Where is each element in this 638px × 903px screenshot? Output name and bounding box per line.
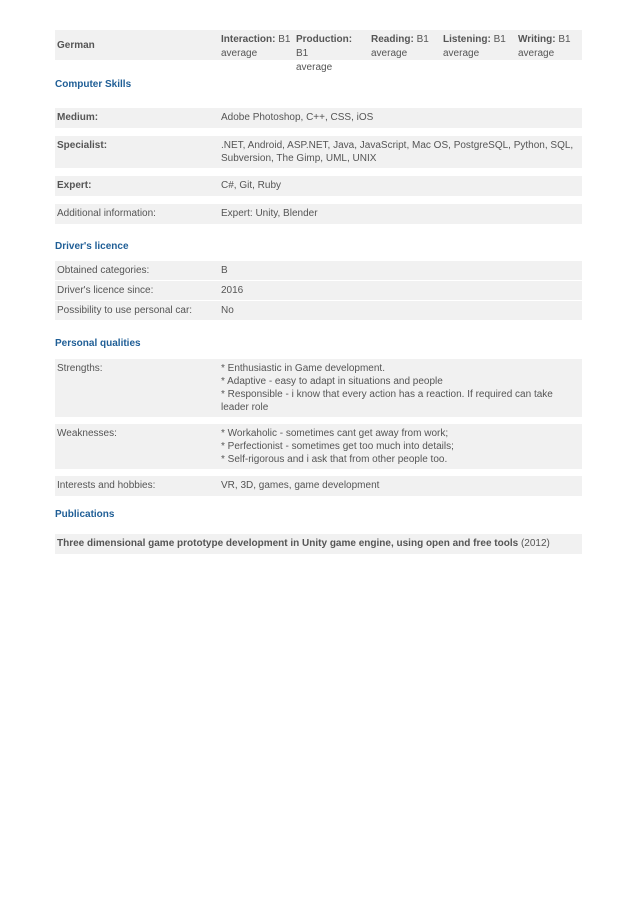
publication-row [55, 534, 582, 555]
row-label: Weaknesses: [57, 428, 117, 439]
row-value: C#, Git, Ruby [221, 180, 282, 191]
row-value: B [221, 265, 228, 276]
language-skill-interaction [219, 30, 294, 60]
publication-title: Three dimensional game prototype development in Unity game engine, using open and free tools [57, 538, 519, 549]
row-value [219, 359, 582, 417]
row-value: Expert: Unity, Blender [221, 208, 318, 219]
publications-header [55, 497, 582, 529]
row-value: 2016 [221, 285, 244, 296]
value-line: * Self-rigorous and i ask that from other people too. [221, 454, 448, 465]
row-label: Possibility to use personal car: [57, 305, 193, 316]
publication-year: (2012) [520, 538, 550, 549]
publication-entry [55, 534, 552, 554]
skill-desc: average [221, 48, 258, 59]
value-line: .NET, Android, ASP.NET, Java, JavaScript, Mac OS, PostgreSQL, Python, SQL, [221, 140, 574, 151]
row-label: Specialist: [57, 140, 108, 151]
skill-level: B1 [493, 34, 506, 45]
licence-row-personal-car [55, 301, 582, 321]
value-line: * Adaptive - easy to adapt in situations and people [221, 376, 443, 387]
cv-page [55, 30, 582, 555]
licence-row-categories [55, 261, 582, 281]
section-title-personal-qualities: Personal qualities [55, 338, 141, 349]
section-title-computer-skills: Computer Skills [55, 79, 132, 90]
skill-label: Interaction: [221, 34, 276, 45]
computer-skills-header [55, 60, 582, 108]
computer-skill-row-specialist [55, 136, 582, 169]
row-label: Medium: [57, 112, 99, 123]
row-label: Strengths: [57, 363, 103, 374]
skill-level: B1 [278, 34, 291, 45]
language-skill-writing [516, 30, 580, 60]
skill-desc: average [371, 48, 408, 59]
row-label: Obtained categories: [57, 265, 150, 276]
computer-skill-row-medium [55, 108, 582, 129]
row-label: Driver's licence since: [57, 285, 154, 296]
value-line: leader role [221, 402, 269, 413]
skill-desc: average [443, 48, 480, 59]
row-value [219, 424, 582, 469]
computer-skill-row-expert [55, 176, 582, 197]
value-line: * Enthusiastic in Game development. [221, 363, 385, 374]
value-line: Subversion, The Gimp, UML, UNIX [221, 153, 377, 164]
skill-level: B1 [296, 48, 309, 59]
language-row [55, 30, 582, 73]
row-value [219, 136, 582, 168]
language-skill-listening [441, 30, 516, 60]
skill-label: Writing: [518, 34, 556, 45]
row-value: No [221, 305, 234, 316]
row-value: VR, 3D, games, game development [221, 480, 380, 491]
skill-label: Production: [296, 34, 353, 45]
drivers-licence-header [55, 225, 582, 261]
personal-qualities-header [55, 321, 582, 359]
skill-label: Reading: [371, 34, 414, 45]
quality-row-strengths [55, 359, 582, 418]
language-name: German [57, 40, 95, 51]
value-line: * Responsible - i know that every action has a reaction. If required can take [221, 389, 553, 400]
licence-row-since [55, 281, 582, 301]
section-title-publications: Publications [55, 509, 115, 520]
skill-level: B1 [558, 34, 571, 45]
value-line: * Workaholic - sometimes cant get away from work; [221, 428, 449, 439]
skill-label: Listening: [443, 34, 491, 45]
quality-row-hobbies [55, 476, 582, 497]
row-label: Additional information: [57, 208, 156, 219]
row-label: Interests and hobbies: [57, 480, 156, 491]
skill-level: B1 [416, 34, 429, 45]
section-title-drivers-licence: Driver's licence [55, 241, 129, 252]
quality-row-weaknesses [55, 424, 582, 470]
row-value: Adobe Photoshop, C++, CSS, iOS [221, 112, 374, 123]
language-skill-production [294, 30, 369, 73]
row-label: Expert: [57, 180, 92, 191]
computer-skill-row-additional [55, 204, 582, 225]
skill-desc: average [518, 48, 555, 59]
value-line: * Perfectionist - sometimes get too much into details; [221, 441, 454, 452]
skill-desc: average [296, 62, 333, 73]
language-skill-reading [369, 30, 441, 60]
